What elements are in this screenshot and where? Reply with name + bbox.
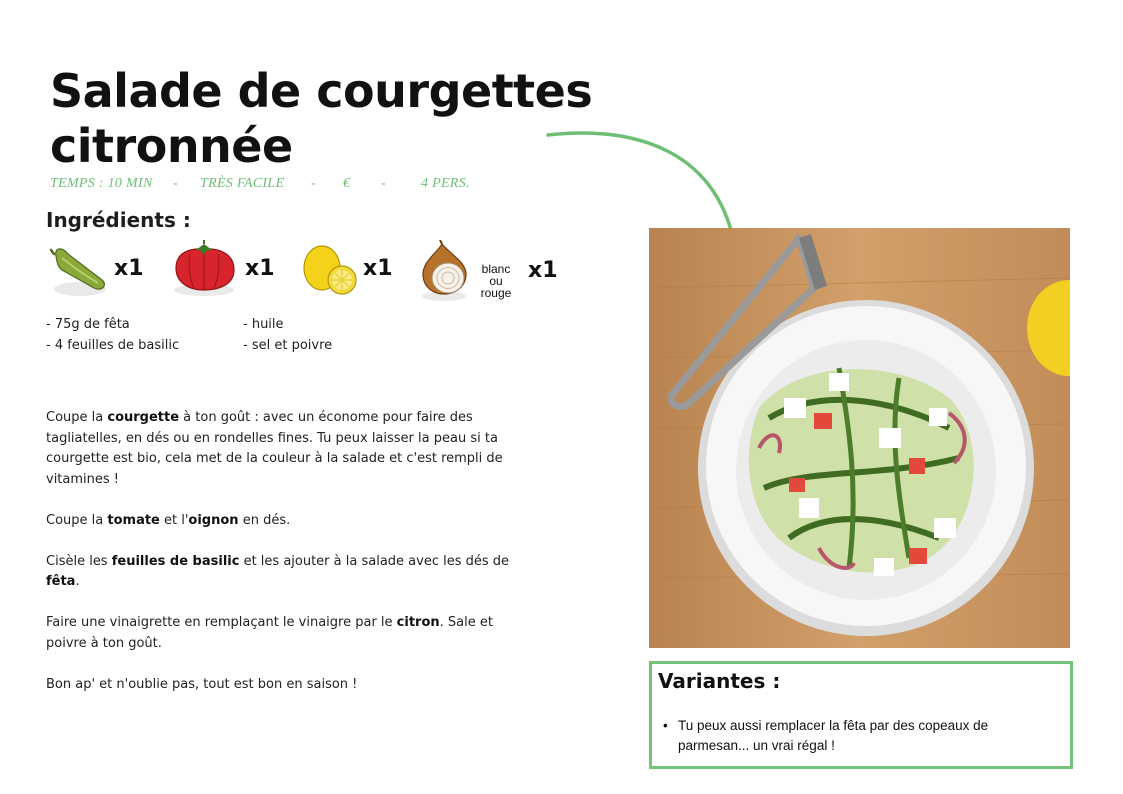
zucchini-quantity: x1 (114, 256, 144, 281)
onion-quantity: x1 (528, 258, 558, 283)
onion-icon (418, 240, 472, 302)
highlighted-ingredient: oignon (188, 512, 239, 528)
variantes-box (649, 661, 1073, 769)
lemon-icon (300, 240, 362, 298)
price: € (343, 176, 351, 191)
variantes-title: Variantes : (658, 669, 781, 693)
highlighted-ingredient: tomate (107, 512, 160, 528)
recipe-title-line-2: citronnée (50, 119, 293, 173)
meta-separator: - (173, 176, 178, 191)
onion-note-line: rouge (480, 286, 512, 300)
recipe-title-line-1: Salade de courgettes (50, 64, 593, 118)
step-paragraph (46, 408, 536, 490)
step-paragraph (46, 552, 536, 593)
lemon-quantity: x1 (363, 256, 393, 281)
step-text: Cisèle les (46, 553, 112, 569)
ingredients-list-right (243, 314, 332, 356)
onion-note-line: blanc (481, 262, 511, 276)
list-item: - huile (243, 317, 284, 332)
ingredients-list-left (46, 314, 179, 356)
servings: 4 PERS. (421, 176, 470, 191)
zucchini-icon (50, 242, 112, 300)
step-text: Coupe la (46, 512, 108, 528)
step-text: Coupe la (46, 410, 108, 425)
recipe-steps (46, 408, 536, 716)
recipe-title (50, 64, 610, 174)
list-item: - sel et poivre (243, 338, 333, 353)
step-paragraph (46, 511, 536, 532)
highlighted-ingredient: courgette (107, 410, 180, 425)
step-text: et l' (159, 512, 189, 528)
step-text: Faire une vinaigrette en remplaçant le vinaigre par le (46, 615, 397, 630)
tomato-icon (170, 240, 240, 298)
tomato-quantity: x1 (245, 256, 275, 281)
meta-separator: - (381, 176, 386, 191)
step-text: et les ajouter à la salade avec les dés de (239, 553, 510, 569)
difficulty: TRÈS FACILE (200, 176, 285, 191)
step-text: Bon ap' et n'oublie pas, tout est bon en saison ! (46, 676, 358, 692)
highlighted-ingredient: feuilles de basilic (111, 553, 240, 569)
salad-bowl-image (649, 228, 1070, 648)
step-text: . Sale et poivre à ton goût. (46, 615, 493, 651)
step-text: . (75, 574, 80, 589)
step-text: à ton goût : avec un économe pour faire des tagliatelles, en dés ou en rondelles fines. Tu peux laisser la peau si ta courgette est bio, cela met de la couleur à la salade et c'est rempli de vitamines ! (46, 410, 503, 487)
list-item: • Tu peux aussi remplacer la fêta par des copeaux de parmesan... un vrai régal ! (678, 716, 1058, 756)
salad-photo (649, 228, 1070, 648)
onion-variety-note (472, 263, 520, 299)
variantes-list (676, 716, 1058, 756)
step-paragraph (46, 613, 536, 654)
prep-time: TEMPS : 10 MIN (50, 176, 153, 191)
list-item: - 75g de fêta (46, 317, 130, 332)
highlighted-ingredient: fêta (46, 574, 76, 589)
ingredients-title: Ingrédients : (46, 208, 191, 232)
highlighted-ingredient: citron (396, 615, 440, 630)
step-paragraph (46, 675, 536, 696)
step-text: en dés. (238, 512, 291, 528)
onion-note-line: ou (489, 274, 503, 288)
meta-separator: - (311, 176, 316, 191)
list-item: - 4 feuilles de basilic (46, 338, 180, 353)
